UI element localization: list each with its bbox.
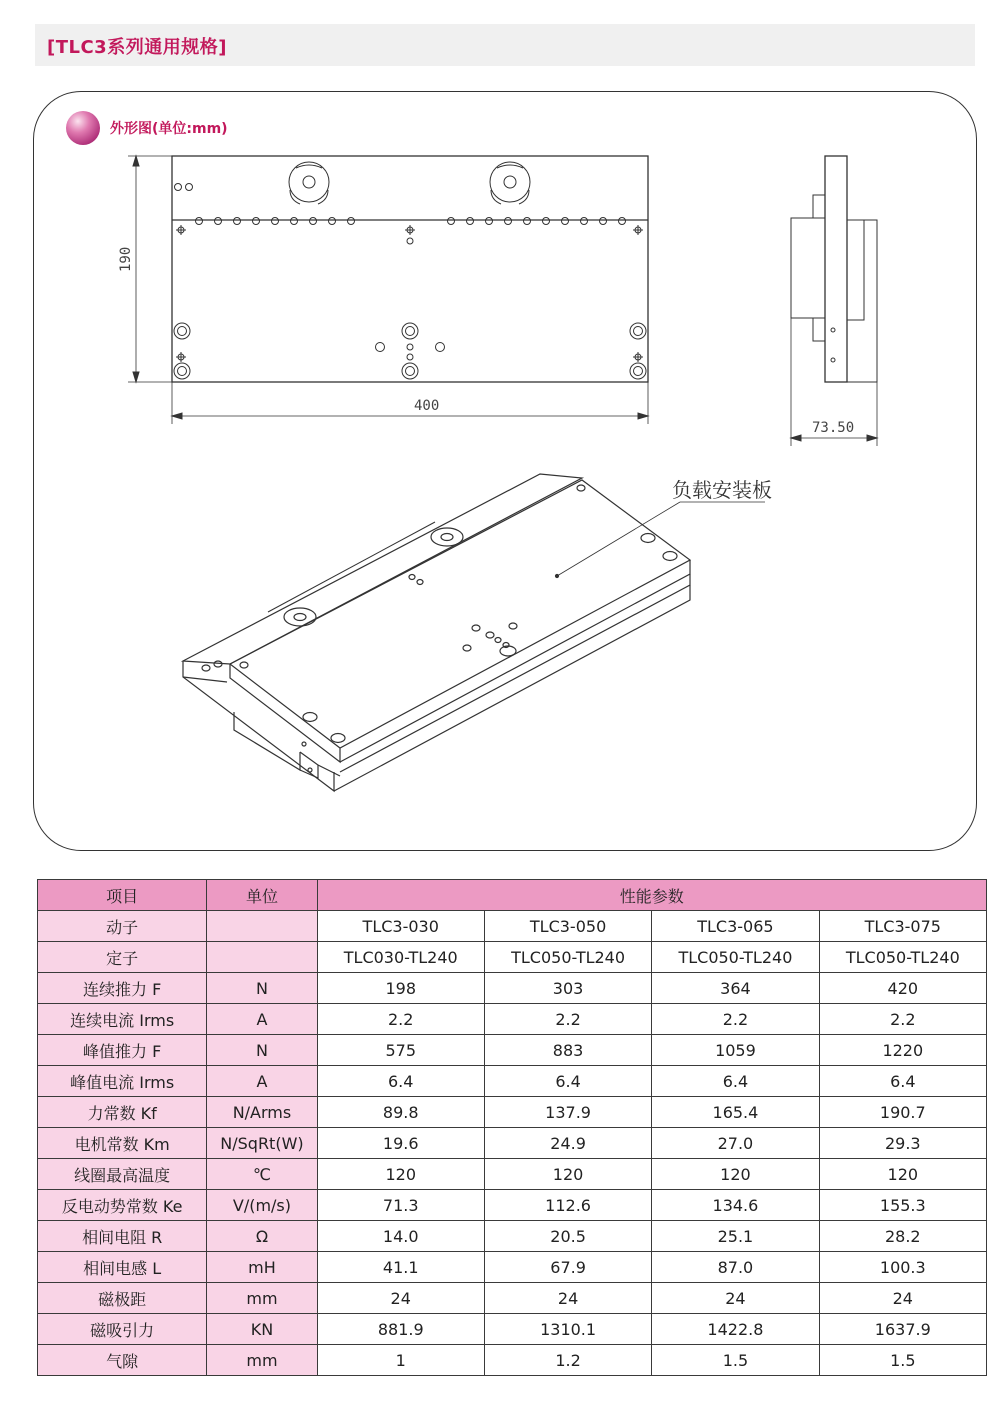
row-value: 120 (484, 1159, 651, 1190)
divider-hole (619, 218, 626, 225)
row-value: 575 (317, 1035, 484, 1066)
row-value: 120 (317, 1159, 484, 1190)
row-value: 6.4 (652, 1066, 819, 1097)
table-row (38, 911, 987, 942)
row-value: 24 (819, 1283, 986, 1314)
row-value: 120 (652, 1159, 819, 1190)
divider-hole (448, 218, 455, 225)
row-label: 气隙 (38, 1345, 207, 1376)
divider-hole (215, 218, 222, 225)
row-value: 24.9 (484, 1128, 651, 1159)
row-label: 连续电流 Irms (38, 1004, 207, 1035)
table-row (38, 1035, 987, 1066)
dim-width-label: 400 (414, 398, 440, 414)
row-unit: ℃ (207, 1159, 317, 1190)
row-value: 67.9 (484, 1252, 651, 1283)
row-value: 28.2 (819, 1221, 986, 1252)
dim-height-label: 190 (118, 246, 134, 272)
row-value: 2.2 (484, 1004, 651, 1035)
row-value: 165.4 (652, 1097, 819, 1128)
divider-hole (196, 218, 203, 225)
row-value: 100.3 (819, 1252, 986, 1283)
row-label: 反电动势常数 Ke (38, 1190, 207, 1221)
table-row (38, 1097, 987, 1128)
row-value: 1059 (652, 1035, 819, 1066)
row-value: 27.0 (652, 1128, 819, 1159)
row-value: 25.1 (652, 1221, 819, 1252)
row-value: 6.4 (819, 1066, 986, 1097)
row-value: TLC3-050 (484, 911, 651, 942)
row-label: 相间电感 L (38, 1252, 207, 1283)
row-label: 磁吸引力 (38, 1314, 207, 1345)
table-row (38, 1283, 987, 1314)
row-unit: N/SqRt(W) (207, 1128, 317, 1159)
header-unit: 单位 (207, 880, 317, 911)
row-value: 24 (484, 1283, 651, 1314)
load-plate-annotation: 负载安装板 (672, 478, 772, 502)
row-label: 线圈最高温度 (38, 1159, 207, 1190)
vent-icon (490, 162, 530, 204)
divider-hole (505, 218, 512, 225)
row-value: 29.3 (819, 1128, 986, 1159)
row-value: 41.1 (317, 1252, 484, 1283)
row-value: 1.5 (652, 1345, 819, 1376)
row-value: 71.3 (317, 1190, 484, 1221)
row-value: 6.4 (317, 1066, 484, 1097)
divider-hole (467, 218, 474, 225)
row-value: 1422.8 (652, 1314, 819, 1345)
divider-hole (581, 218, 588, 225)
mount-crosshair (176, 225, 643, 362)
row-value: 137.9 (484, 1097, 651, 1128)
row-value: 1637.9 (819, 1314, 986, 1345)
dim-depth-label: 73.50 (812, 420, 855, 436)
row-value: 1220 (819, 1035, 986, 1066)
row-unit: A (207, 1066, 317, 1097)
row-value: 198 (317, 973, 484, 1004)
row-value: TLC3-075 (819, 911, 986, 942)
divider-hole (291, 218, 298, 225)
row-label: 电机常数 Km (38, 1128, 207, 1159)
divider-hole (486, 218, 493, 225)
row-label: 峰值推力 F (38, 1035, 207, 1066)
row-value: 112.6 (484, 1190, 651, 1221)
row-unit: A (207, 1004, 317, 1035)
divider-hole (329, 218, 336, 225)
row-value: 155.3 (819, 1190, 986, 1221)
page-title: [TLC3系列通用规格] (47, 37, 227, 58)
row-value: 1310.1 (484, 1314, 651, 1345)
row-value: 1.5 (819, 1345, 986, 1376)
row-value: 89.8 (317, 1097, 484, 1128)
row-value: 881.9 (317, 1314, 484, 1345)
row-value: 24 (317, 1283, 484, 1314)
drawing-section-label: 外形图(单位:mm) (110, 121, 228, 137)
table-row (38, 1128, 987, 1159)
row-unit: KN (207, 1314, 317, 1345)
table-row (38, 1252, 987, 1283)
row-value: 2.2 (819, 1004, 986, 1035)
row-unit: V/(m/s) (207, 1190, 317, 1221)
row-value: 6.4 (484, 1066, 651, 1097)
row-label: 力常数 Kf (38, 1097, 207, 1128)
table-row (38, 1159, 987, 1190)
row-label: 动子 (38, 911, 207, 942)
row-unit: N (207, 973, 317, 1004)
row-unit (207, 942, 317, 973)
row-label: 磁极距 (38, 1283, 207, 1314)
table-row (38, 1314, 987, 1345)
row-value: TLC050-TL240 (652, 942, 819, 973)
front-view (128, 156, 648, 424)
row-unit (207, 911, 317, 942)
row-value: 87.0 (652, 1252, 819, 1283)
divider-hole (524, 218, 531, 225)
table-row (38, 1345, 987, 1376)
row-value: TLC3-065 (652, 911, 819, 942)
header-item: 项目 (38, 880, 207, 911)
row-value: TLC050-TL240 (484, 942, 651, 973)
divider-hole (234, 218, 241, 225)
divider-hole (562, 218, 569, 225)
row-unit: mm (207, 1283, 317, 1314)
spec-table (37, 879, 987, 1376)
vent-icon (289, 162, 329, 204)
row-value: TLC050-TL240 (819, 942, 986, 973)
row-unit: Ω (207, 1221, 317, 1252)
row-value: 134.6 (652, 1190, 819, 1221)
row-value: 303 (484, 973, 651, 1004)
row-value: TLC3-030 (317, 911, 484, 942)
row-value: 190.7 (819, 1097, 986, 1128)
row-value: 883 (484, 1035, 651, 1066)
row-value: 2.2 (317, 1004, 484, 1035)
row-value: 24 (652, 1283, 819, 1314)
divider-hole (310, 218, 317, 225)
row-value: 14.0 (317, 1221, 484, 1252)
row-value: 420 (819, 973, 986, 1004)
row-value: 19.6 (317, 1128, 484, 1159)
row-label: 峰值电流 Irms (38, 1066, 207, 1097)
row-value: 2.2 (652, 1004, 819, 1035)
row-value: 20.5 (484, 1221, 651, 1252)
divider-hole (272, 218, 279, 225)
isometric-view (183, 474, 765, 791)
table-row (38, 1221, 987, 1252)
table-row (38, 942, 987, 973)
row-label: 相间电阻 R (38, 1221, 207, 1252)
table-row (38, 1004, 987, 1035)
row-unit: N (207, 1035, 317, 1066)
divider-hole (543, 218, 550, 225)
table-row (38, 1190, 987, 1221)
side-view (791, 156, 877, 446)
row-label: 定子 (38, 942, 207, 973)
divider-hole (600, 218, 607, 225)
divider-hole (348, 218, 355, 225)
table-row (38, 973, 987, 1004)
row-value: 1 (317, 1345, 484, 1376)
divider-hole (253, 218, 260, 225)
row-unit: N/Arms (207, 1097, 317, 1128)
table-row (38, 1066, 987, 1097)
row-value: 120 (819, 1159, 986, 1190)
row-label: 连续推力 F (38, 973, 207, 1004)
row-unit: mH (207, 1252, 317, 1283)
header-performance: 性能参数 (317, 880, 986, 911)
row-unit: mm (207, 1345, 317, 1376)
table-header-row (38, 880, 987, 911)
row-value: 364 (652, 973, 819, 1004)
row-value: TLC030-TL240 (317, 942, 484, 973)
row-value: 1.2 (484, 1345, 651, 1376)
